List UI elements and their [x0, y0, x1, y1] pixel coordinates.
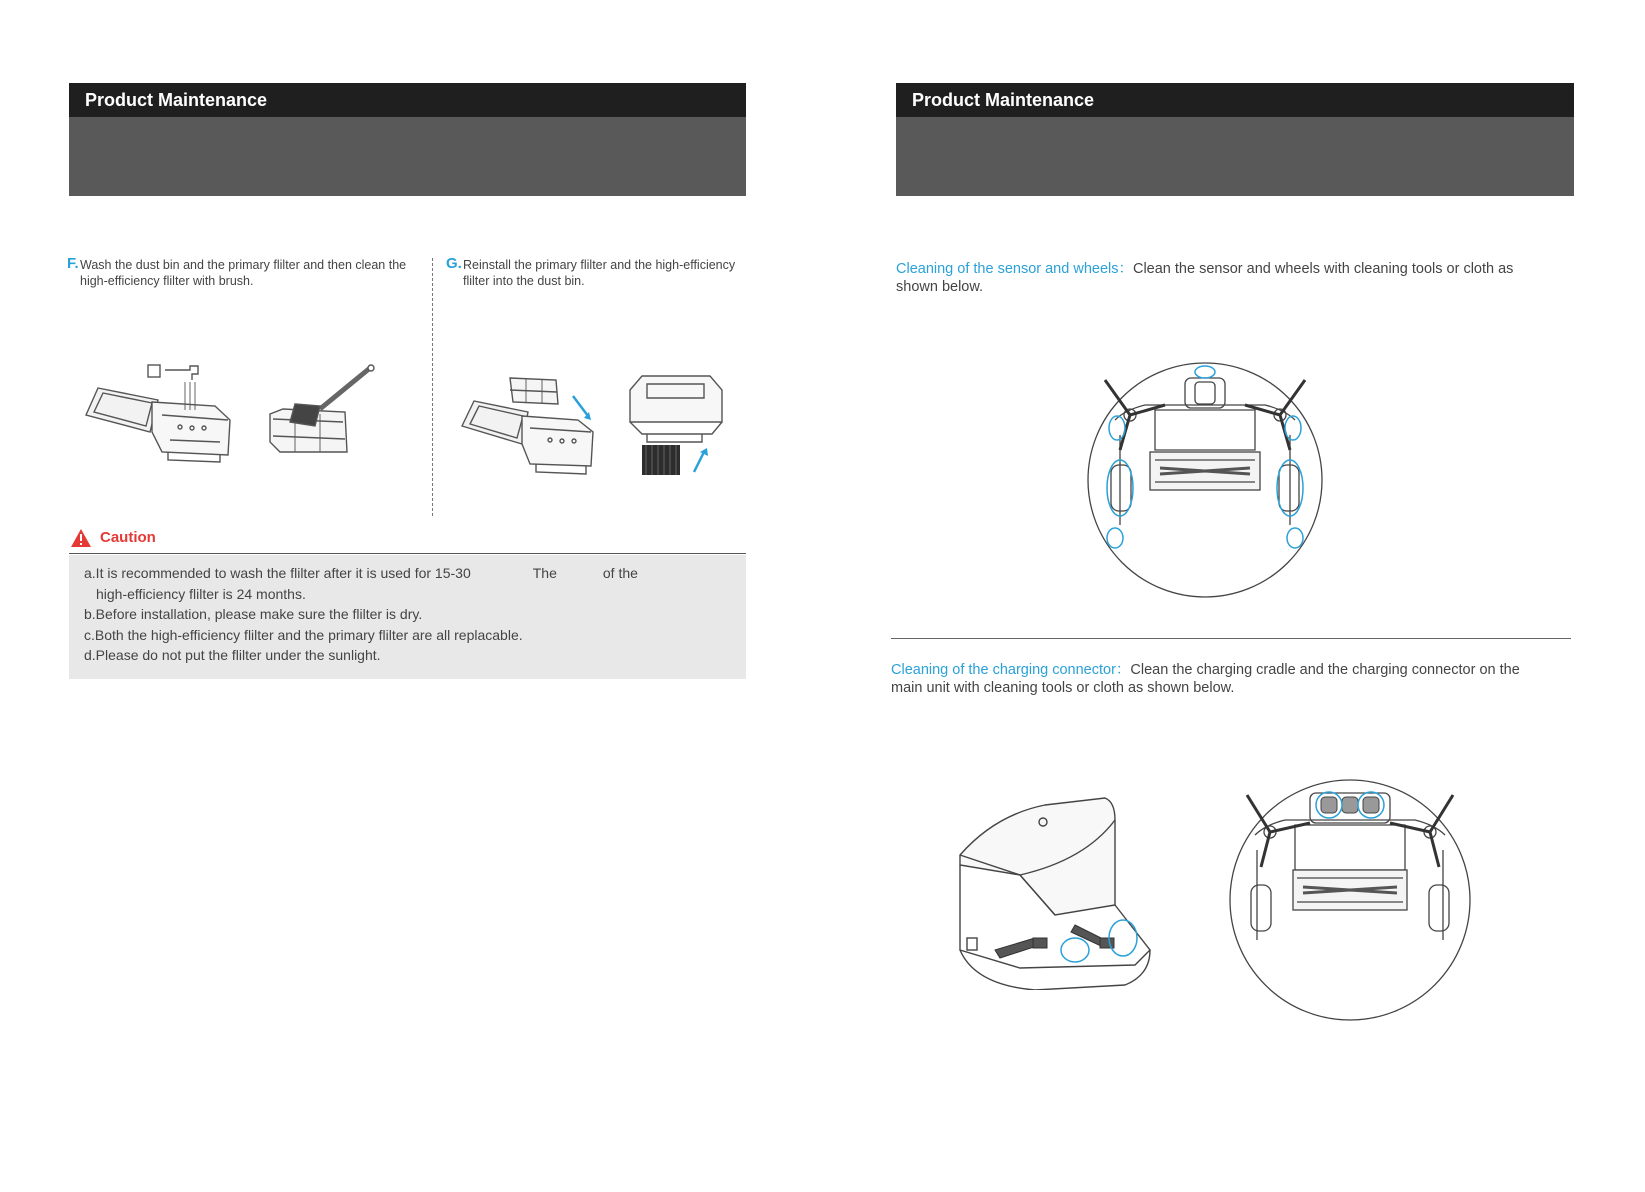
- step-f-text: Wash the dust bin and the primary flilter and then clean the high-efficiency flilter with brush.: [80, 258, 407, 288]
- right-header-title: Product Maintenance: [896, 83, 1574, 117]
- step-g-text: Reinstall the primary flilter and the high-efficiency flilter into the dust bin.: [463, 258, 736, 288]
- charging-section-body-1: Clean the charging cradle and the charging connector on the: [1130, 662, 1520, 678]
- charging-cradle-illustration: [955, 790, 1155, 990]
- section-divider: [891, 638, 1571, 639]
- sensor-section-text: [896, 260, 1576, 296]
- sensor-section-body-2: shown below.: [896, 279, 984, 295]
- charging-section-heading: Cleaning of the charging connector：: [891, 662, 1131, 678]
- caution-item-c: c.Both the high-efficiency flilter and the primary flilter are all replacable.: [84, 626, 523, 643]
- step-divider: [432, 258, 433, 516]
- step-g-letter: G.: [446, 255, 462, 272]
- step-f-letter: F.: [67, 255, 79, 272]
- step-f: [67, 257, 427, 289]
- caution-heading: [70, 527, 156, 551]
- caution-title: Caution: [100, 529, 156, 546]
- charging-section-text: [891, 661, 1571, 697]
- robot-bottom-charging-illustration: [1225, 775, 1475, 1025]
- left-header-title: Product Maintenance: [69, 83, 746, 117]
- caution-item-a-text: a.It is recommended to wash the flilter after it is used for 15-30: [84, 565, 471, 581]
- warning-icon: [70, 528, 92, 548]
- dust-bin-filter-illustration: [622, 372, 732, 480]
- caution-item-a-cont: high-efficiency flilter is 24 months.: [96, 585, 306, 602]
- left-header: [69, 83, 746, 196]
- sensor-section-body-1: Clean the sensor and wheels with cleaning tools or cloth as: [1132, 261, 1514, 277]
- caution-box: [69, 555, 746, 679]
- caution-item-d: d.Please do not put the flilter under the sunlight.: [84, 647, 381, 663]
- caution-item-a-ofthe: of the: [602, 565, 638, 581]
- caution-rule: [69, 553, 746, 554]
- wash-dust-bin-illustration: [80, 360, 240, 470]
- left-header-band: [69, 117, 746, 196]
- reinstall-filter-illustration: [458, 376, 613, 476]
- brush-filter-illustration: [265, 364, 380, 464]
- step-g: [446, 257, 756, 289]
- caution-item-a: [84, 563, 731, 584]
- robot-bottom-sensor-illustration: [1085, 360, 1325, 600]
- charging-section-body-2: main unit with cleaning tools or cloth as shown below.: [891, 680, 1235, 696]
- caution-item-b: b.Before installation, please make sure the flilter is dry.: [84, 606, 423, 622]
- caution-item-a-the: The: [532, 565, 557, 581]
- sensor-section-heading: Cleaning of the sensor and wheels：: [896, 261, 1133, 277]
- right-header-band: [896, 117, 1574, 196]
- right-header: [896, 83, 1574, 196]
